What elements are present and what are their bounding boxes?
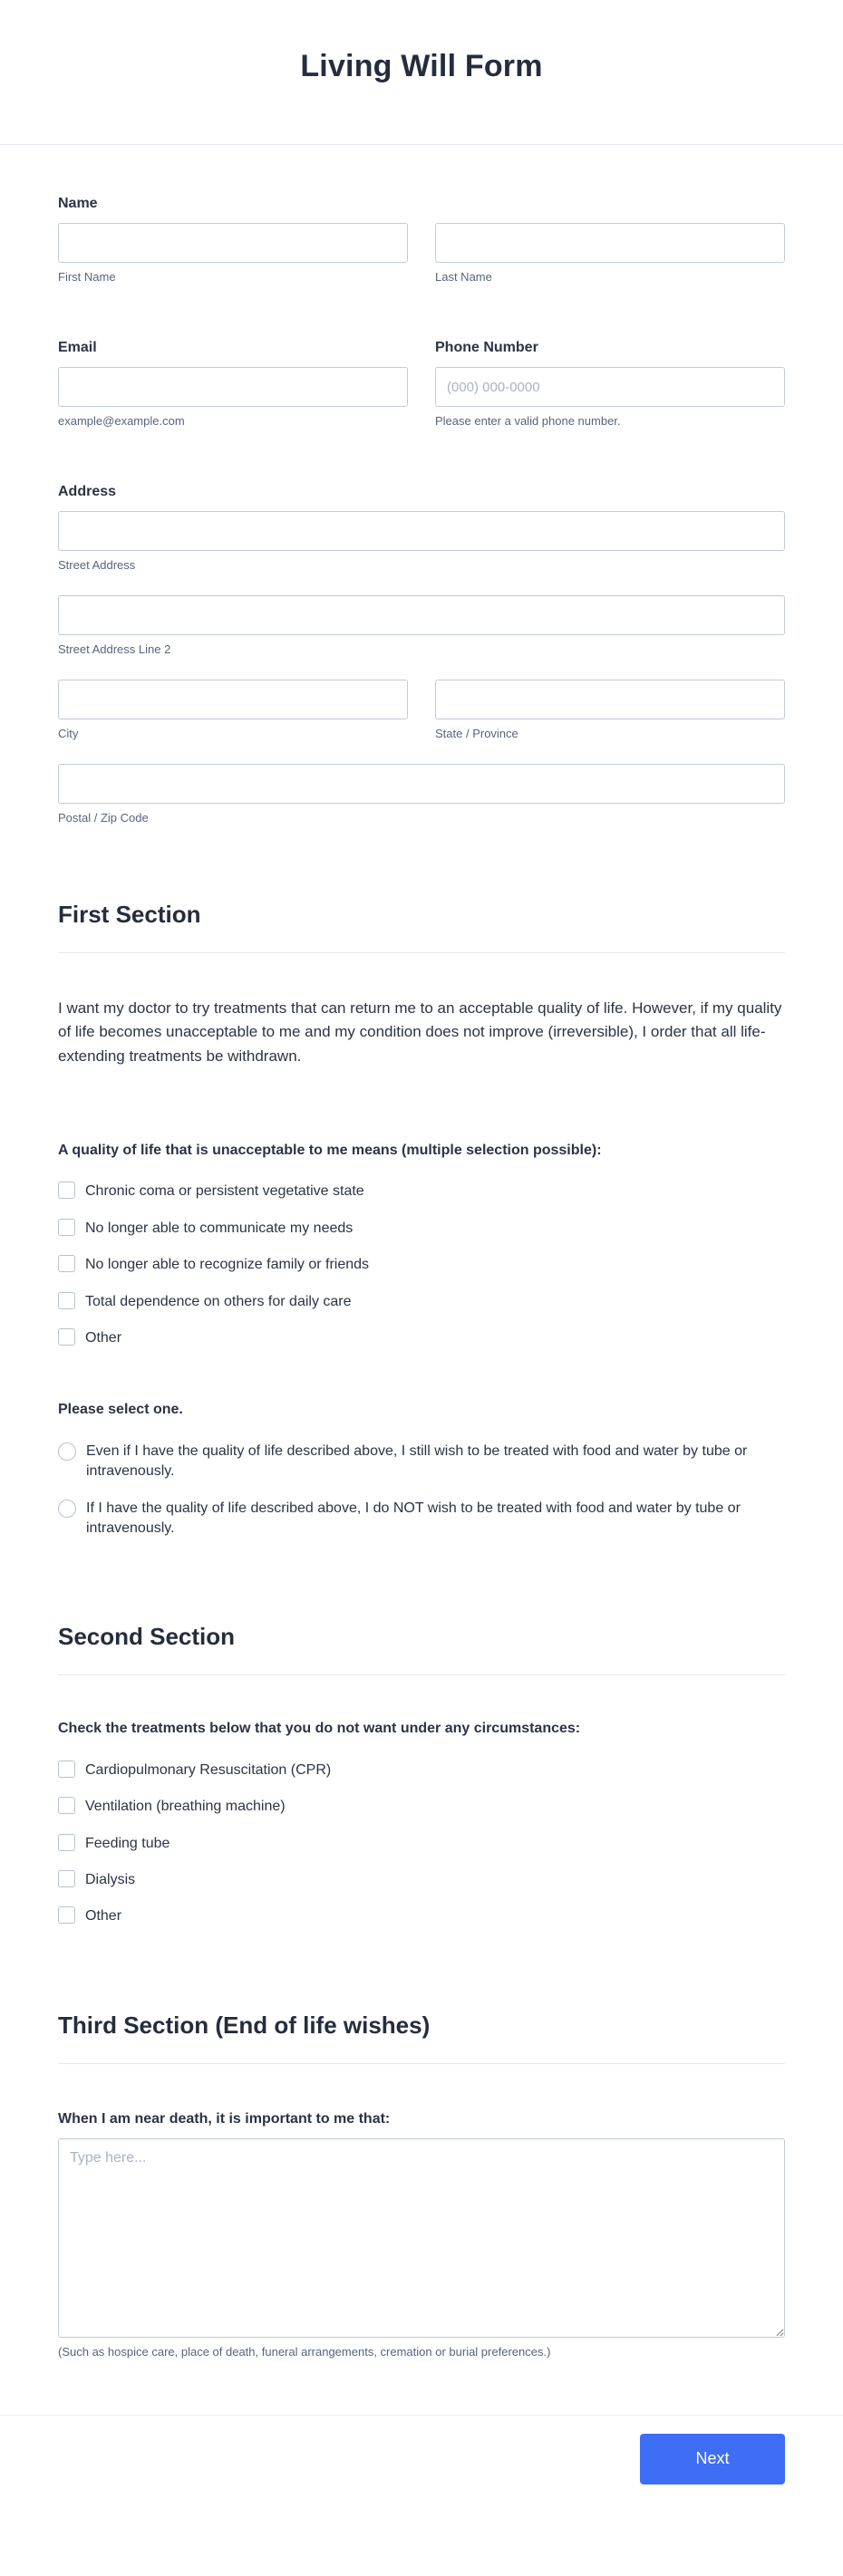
email-sublabel: example@example.com [58, 414, 185, 428]
checkbox-option[interactable] [58, 1752, 785, 1789]
checkbox[interactable] [58, 1834, 75, 1851]
next-button[interactable]: Next [640, 2434, 785, 2484]
quality-of-life-question [58, 1141, 785, 1356]
last-name-col [435, 223, 785, 284]
option-label: Feeding tube [85, 1835, 170, 1851]
checkbox-option[interactable] [58, 1173, 785, 1210]
checkbox-option[interactable] [58, 1247, 785, 1283]
second-section-header [58, 1623, 785, 1675]
third-section-heading: Third Section (End of life wishes) [58, 2011, 431, 2039]
email-phone-field [58, 340, 785, 428]
option-label: Dialysis [85, 1871, 136, 1887]
address-field [58, 484, 785, 825]
street-address2-group [58, 595, 785, 656]
first-section-header [58, 901, 785, 953]
street-address2-sublabel: Street Address Line 2 [58, 642, 171, 656]
treatments-question-label: Check the treatments below that you do not want under any circumstances: [58, 1721, 581, 1737]
option-label: Cardiopulmonary Resuscitation (CPR) [85, 1761, 332, 1778]
third-section-header [58, 2012, 785, 2064]
checkbox[interactable] [58, 1219, 75, 1236]
option-label: No longer able to communicate my needs [85, 1220, 354, 1236]
email-col [58, 340, 408, 428]
city-state-row [58, 680, 785, 740]
first-name-sublabel: First Name [58, 270, 116, 284]
checkbox[interactable] [58, 1255, 75, 1272]
select-one-question-label: Please select one. [58, 1402, 183, 1418]
form-header [0, 0, 843, 145]
select-one-question [58, 1400, 785, 1547]
checkbox-option[interactable] [58, 1211, 785, 1247]
checkbox-option[interactable] [58, 1898, 785, 1934]
checkbox-option[interactable] [58, 1789, 785, 1825]
first-section-paragraph: I want my doctor to try treatments that can return me to an acceptable quality of life. However, if my quality of life becomes unacceptable to me and my condition does not improve (irreversible), I order that all life-extending treatments be withdrawn. [58, 999, 782, 1065]
page-title: Living Will Form [300, 49, 543, 83]
checkbox-option[interactable] [58, 1862, 785, 1898]
name-row [58, 223, 785, 284]
state-sublabel: State / Province [435, 727, 518, 740]
option-label: Other [85, 1329, 122, 1346]
zip-sublabel: Postal / Zip Code [58, 811, 149, 825]
email-label: Email [58, 340, 97, 355]
street-address-sublabel: Street Address [58, 558, 136, 572]
email-phone-row [58, 340, 785, 428]
state-input[interactable] [435, 680, 785, 719]
street-address-group [58, 511, 785, 572]
checkbox[interactable] [58, 1328, 75, 1346]
end-of-life-wishes-textarea[interactable] [58, 2138, 785, 2338]
checkbox[interactable] [58, 1870, 75, 1887]
radio-button[interactable] [58, 1500, 76, 1518]
street-address2-input[interactable] [58, 595, 785, 635]
checkbox-option[interactable] [58, 1826, 785, 1862]
zip-group [58, 764, 785, 825]
form-body [0, 145, 843, 2359]
city-col [58, 680, 408, 740]
last-name-input[interactable] [435, 223, 785, 263]
last-name-sublabel: Last Name [435, 270, 492, 284]
option-label: Chronic coma or persistent vegetative state [85, 1183, 364, 1200]
city-input[interactable] [58, 680, 408, 719]
option-label: Even if I have the quality of life described above, I still wish to be treated with food and water by tube or intravenously. [86, 1442, 748, 1480]
checkbox[interactable] [58, 1906, 75, 1924]
checkbox[interactable] [58, 1182, 75, 1199]
radio-option[interactable] [58, 1433, 785, 1491]
second-section-heading: Second Section [58, 1623, 236, 1651]
option-label: Total dependence on others for daily care [85, 1293, 352, 1309]
end-of-life-wishes-label: When I am near death, it is important to me that: [58, 2110, 391, 2127]
form-footer [0, 2415, 843, 2513]
option-label: Other [85, 1908, 122, 1925]
address-label: Address [58, 484, 117, 499]
city-sublabel: City [58, 727, 79, 740]
phone-label: Phone Number [435, 340, 538, 355]
city-state-group [58, 680, 785, 740]
option-label: If I have the quality of life described above, I do NOT wish to be treated with food and water by tube or intravenously. [86, 1500, 741, 1536]
option-label: No longer able to recognize family or friends [85, 1257, 370, 1273]
radio-button[interactable] [58, 1442, 76, 1461]
email-input[interactable] [58, 367, 408, 407]
checkbox-option[interactable] [58, 1320, 785, 1356]
first-section-heading: First Section [58, 901, 201, 928]
name-field [58, 196, 785, 284]
checkbox[interactable] [58, 1761, 75, 1778]
checkbox-option[interactable] [58, 1284, 785, 1320]
name-label: Name [58, 196, 98, 211]
end-of-life-wishes-sublabel: (Such as hospice care, place of death, funeral arrangements, cremation or burial preferences.) [58, 2344, 551, 2359]
street-address-input[interactable] [58, 511, 785, 551]
state-col [435, 680, 785, 740]
option-label: Ventilation (breathing machine) [85, 1799, 286, 1815]
radio-option[interactable] [58, 1491, 785, 1548]
first-name-col [58, 223, 408, 284]
first-name-input[interactable] [58, 223, 408, 263]
phone-input[interactable] [435, 367, 785, 407]
checkbox[interactable] [58, 1292, 75, 1309]
treatments-question [58, 1719, 785, 1934]
phone-sublabel: Please enter a valid phone number. [435, 414, 621, 428]
quality-of-life-question-label: A quality of life that is unacceptable to me means (multiple selection possible): [58, 1143, 602, 1159]
end-of-life-wishes-field [58, 2111, 785, 2359]
phone-col [435, 340, 785, 428]
checkbox[interactable] [58, 1797, 75, 1814]
zip-input[interactable] [58, 764, 785, 804]
